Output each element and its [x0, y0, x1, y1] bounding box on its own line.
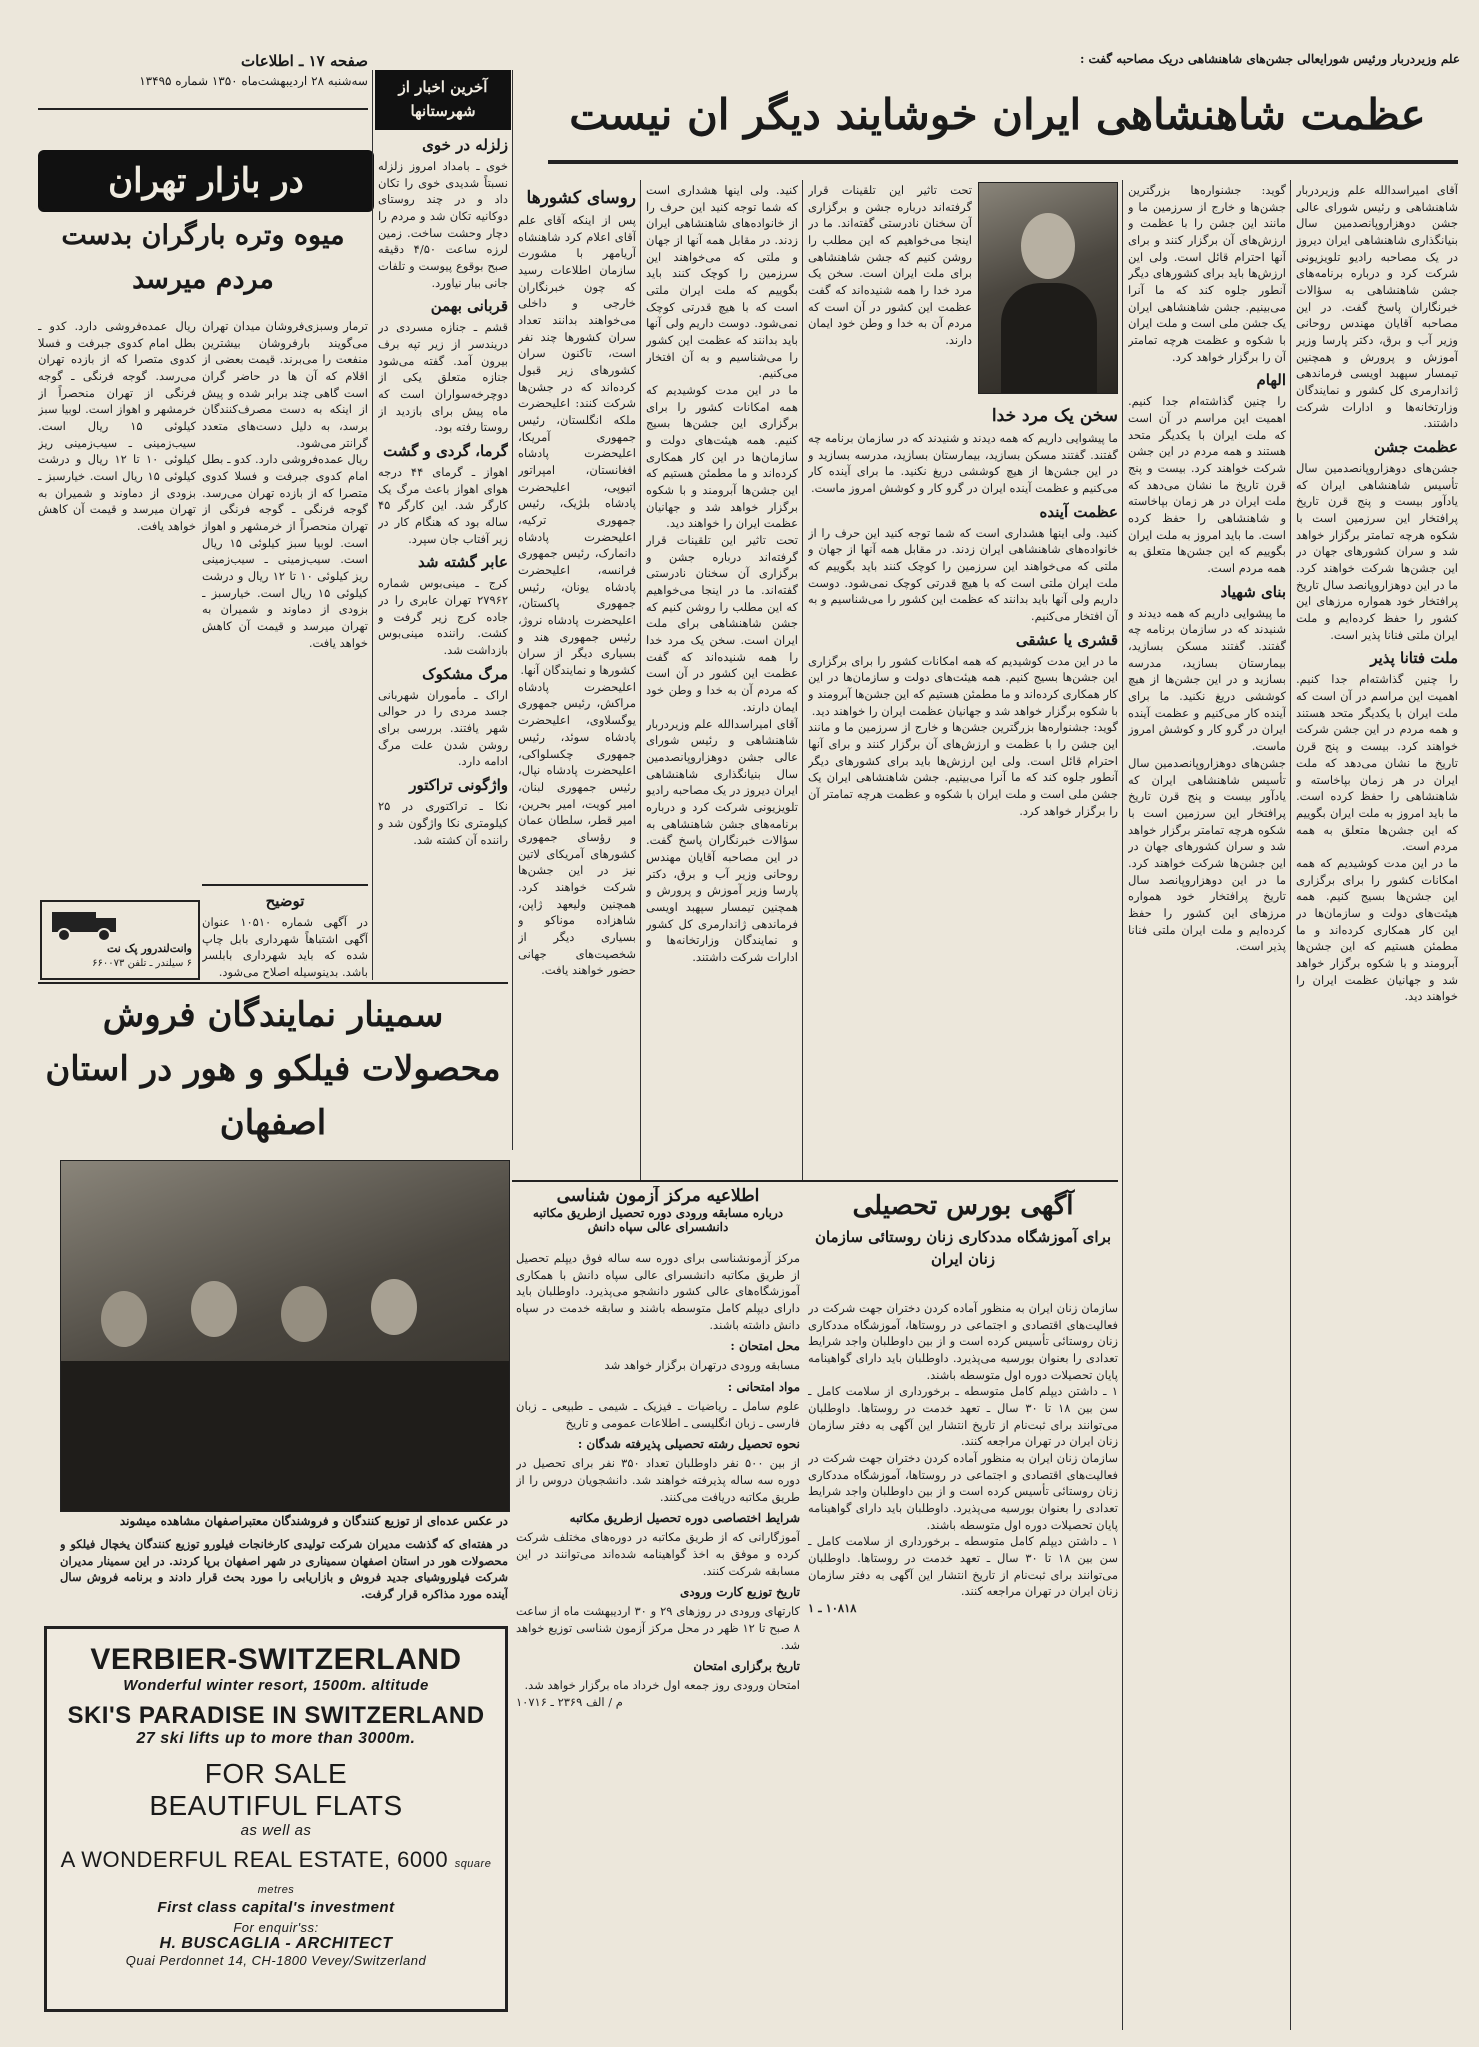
article-paragraph: تحت تاثیر این تلقینات قرار گرفته‌اند درباره جشن و برگزاری آن سخنان نادرستی گفته‌اند. ما در اینجا می‌خواهیم که این مطلب را روشن کنیم که جشن شاهنشاهی برای ملت ایران است. سخن یک مرد خدا را همه شنیده‌اند که گفت عظمت این کشور در آن است که مردم آن به خدا و وطن خود ایمان دارند.	[646, 533, 798, 714]
ad-line: Wonderful winter resort, 1500m. altitude	[123, 1677, 429, 1694]
bazaar-headline	[38, 214, 368, 314]
landrover-ad[interactable]	[40, 900, 200, 980]
bazaar-headline-text: میوه وتره بارگران بدست مردم میرسد	[61, 220, 345, 295]
article-paragraph: ما در این مدت کوشیدیم که همه امکانات کشور را برای برگزاری این جشن‌ها بسیج کنیم. همه هیئت‌های دولت و سازمان‌ها در این کار همکاری کرده‌اند و ما مطمئن هستیم که این جشن‌ها آبرومند و با شکوه برگزار خواهد شد و جهانیان عظمت ایران را خواهند دید.	[646, 383, 798, 531]
exam-paragraph: کارتهای ورودی در روزهای ۲۹ و ۳۰ اردیبهشت ماه از ساعت ۸ صبح تا ۱۲ ظهر در محل مرکز آزمون شناسی توزیع خواهد شد.	[516, 1604, 800, 1652]
exam-notice-title: اطلاعیه مرکز آزمون شناسی	[556, 1186, 760, 1206]
section-rule	[512, 1180, 1118, 1182]
article-subhead: قشری یا عشقی	[1015, 630, 1118, 649]
column-rule	[512, 70, 513, 1150]
ad-line	[47, 1847, 505, 1899]
photo-person	[191, 1281, 237, 1337]
main-article-col-2	[1128, 182, 1286, 2027]
scholarship-header	[808, 1186, 1118, 1296]
article-paragraph: آقای امیراسدالله علم وزیردربار شاهنشاهی و رئیس شورای عالی جشن دوهزاروپانصدمین سال بنیانگذاری شاهنشاهی ایران دیروز در یک مصاحبه رادیو تلویزیونی شرکت کرد و درباره برنامه‌های جشن شاهنشاهی به سؤالات خبرنگاران پاسخ گفت. در این مصاحبه آقایان مهندس روحانی وزیر آب و برق، دکتر پارسا وزیر آموزش و پرورش و همچنین تیمسار سپهبد اویسی فرماندهی ژاندارمری کل کشور و نمایندگان وزارتخانه‌ها و ادارات شرکت داشتند.	[1296, 183, 1458, 431]
article-paragraph: پس از اینکه آقای علم آقای اعلام کرد شاهنشاه آریامهر با مشورت سازمان اطلاعات رسید که چون خبرنگاران خارجی و داخلی می‌خواهند بدانند تعداد سران کشورها چند نفر است، تاکنون سران کشورهای زیر قبول کرده‌اند که در جشن‌ها شرکت کنند: اعلیحضرت ملکه انگلستان، رئیس جمهوری آمریکا، اعلیحضرت پادشاه افغانستان، امپراتور اتیوپی، اعلیحضرت پادشاه بلژیک، رئیس جمهوری ترکیه، اعلیحضرت پادشاه دانمارک، رئیس جمهوری فرانسه، اعلیحضرت پادشاه یونان، رئیس جمهوری پاکستان، اعلیحضرت پادشاه نروژ، رئیس جمهوری هند و بسیاری دیگر از سران کشورها و نمایندگان آنها.	[518, 213, 636, 678]
news-item-head: قربانی بهمن	[430, 297, 508, 316]
seminar-caption-text: در عکس عده‌ای از توزیع کنندگان و فروشندگان معتبراصفهان مشاهده میشوند	[119, 1514, 508, 1528]
photo-person	[371, 1279, 417, 1335]
main-article-col-1	[1296, 182, 1458, 2027]
article-paragraph: را چنین گذاشته‌ام جدا کنیم. اهمیت این مراسم در آن است که ملت ایران با یکدیگر متحد هستند و همه مردم در این جشن شرکت خواهند کرد. بیست و پنج قرن تاریخ ما نشان می‌دهد که ملت ایران در هر زمان بپاخاسته و شاهنشاهی را حفظ کرده است. ما باید امروز به ملت ایران بگوییم که این جشن‌ها متعلق به همه مردم است.	[1128, 394, 1286, 576]
ad-line: For enquir'ss:	[233, 1920, 319, 1935]
heads-of-state-subhead: روسای کشورها	[526, 188, 636, 208]
photo-person	[101, 1291, 147, 1347]
exam-paragraph: آموزگارانی که از طریق مکاتبه در دوره‌های مختلف شرکت کرده و موفق به اخذ گواهینامه شده‌اند می‌توانند در این مسابقه شرکت کنند.	[516, 1530, 800, 1578]
exam-notice-header	[516, 1186, 800, 1244]
ad-line: BEAUTIFUL FLATS	[149, 1790, 403, 1821]
exam-paragraph: مسابقه ورودی درتهران برگزار خواهد شد	[604, 1358, 800, 1373]
main-article-col-3	[808, 400, 1118, 1175]
seminar-headline	[38, 988, 508, 1158]
main-article-col-4	[646, 182, 798, 1172]
truck-icon	[50, 908, 120, 942]
exam-subhead: تاریخ توزیع کارت ورودی	[679, 1585, 800, 1600]
page-number: صفحه ۱۷ ـ اطلاعات	[241, 52, 368, 70]
photo-caption: سخن یک مرد خدا	[991, 406, 1118, 426]
article-paragraph: ما پیشوایی داریم که همه دیدند و شنیدند که در سازمان برنامه چه گفتند. گفتند مسکن بسازید، بیمارستان بسازید، مدرسه بسازید و در این جشن‌ها از هیچ کوششی دریغ نکنید. ما برای آینده کار می‌کنیم و عظمت آینده ایران در گرو کار و کوشش امروز ماست.	[808, 431, 1118, 496]
news-item-text: کرج ـ مینی‌بوس شماره ۲۷۹۶۲ تهران عابری را در جاده کرج زیر گرفت و کشت. راننده مینی‌بوس بازداشت شد.	[378, 576, 508, 658]
bazaar-paragraph: ریال عمده‌فروشی دارد. کدو ـ بطل امام کدوی جبرفت و فسلا کدوی متصرا که از بازده تهران می‌رسد. گوجه فرنگی ـ گوجه فرنگی از تهران منحصراً از خرمشهر و اهواز است. لوبیا سبز کیلوئی ۱۵ ریال است. سیب‌زمینی ـ سیب‌زمینی ریز کیلوئی ۱۰ تا ۱۲ ریال و درشت کیلوئی ۱۵ ریال است. خیارسبز ـ بزودی از دماوند و شمیران به تهران میرسد و قیمت آن کاهش خواهد یافت.	[202, 452, 368, 650]
ad-line: SKI'S PARADISE IN SWITZERLAND	[67, 1702, 485, 1729]
exam-subhead: تاریخ برگزاری امتحان	[693, 1659, 800, 1674]
news-item-head: زلزله در خوی	[422, 136, 508, 154]
article-paragraph: آقای امیراسدالله علم وزیردربار شاهنشاهی و رئیس شورای عالی جشن دوهزاروپانصدمین سال بنیانگذاری شاهنشاهی ایران دیروز در یک مصاحبه رادیو تلویزیونی شرکت کرد و درباره برنامه‌های جشن شاهنشاهی به سؤالات خبرنگاران پاسخ گفت. در این مصاحبه آقایان مهندس روحانی وزیر آب و برق، دکتر پارسا وزیر آموزش و پرورش و همچنین تیمسار سپهبد اویسی فرماندهی ژاندارمری کل کشور و نمایندگان وزارتخانه‌ها و ادارات شرکت داشتند.	[646, 716, 798, 964]
correction-notice	[202, 884, 368, 982]
article-paragraph: اعلیحضرت پادشاه مراکش، رئیس جمهوری یوگسلاوی، اعلیحضرت پادشاه سوئد، رئیس جمهوری چکسلواکی، اعلیحضرت پادشاه نپال، رئیس جمهوری لبنان، امیر کویت، امیر بحرین، امیر قطر، سلطان عمان و رؤسای جمهوری کشورهای آمریکای لاتین نیز در این جشن‌ها شرکت خواهند کرد. همچنین ولیعهد ژاپن، شاهزاده موناکو و بسیاری دیگر از شخصیت‌های جهانی حضور خواهند یافت.	[518, 679, 636, 978]
seminar-photo	[60, 1160, 510, 1512]
column-rule	[1290, 180, 1291, 2030]
provincial-news-column	[378, 130, 508, 980]
seminar-caption	[60, 1514, 508, 1536]
photo-table	[61, 1361, 509, 1511]
car-phone: ۶ سیلندر ـ تلفن ۶۶۰۰۷۳	[92, 958, 192, 969]
ad-line: as well as	[240, 1822, 312, 1839]
portrait-face	[1021, 213, 1075, 279]
column-rule	[802, 180, 803, 1180]
ad-line: A WONDERFUL REAL ESTATE, 6000	[60, 1847, 449, 1872]
provincial-news-box	[375, 70, 511, 130]
column-rule	[372, 70, 373, 980]
section-rule	[38, 982, 508, 984]
ad-line: FOR SALE	[204, 1758, 348, 1789]
seminar-headline-text: سمینار نمایندگان فروش محصولات فیلکو و هور در استان اصفهان	[45, 995, 501, 1143]
main-article-col-5	[518, 182, 636, 1172]
ad-line: 27 ski lifts up to more than 3000m.	[136, 1730, 416, 1747]
bazaar-col-2	[38, 318, 196, 878]
news-item-text: اراک ـ مأموران شهربانی جسد مردی را در حوالی شهر یافتند. بررسی برای روشن شدن علت مرگ ادامه دارد.	[378, 687, 508, 769]
page-header-info	[38, 52, 368, 106]
article-subhead: الهام	[1256, 371, 1286, 390]
header-rule	[38, 108, 368, 110]
correction-text: در آگهی شماره ۱۰۵۱۰ عنوان آگهی اشتباهاً شهرداری بابل چاپ شده که باید شهرداری بابلسر باشد. بدینوسیله اصلاح می‌شود.	[202, 915, 368, 980]
exam-subhead: مواد امتحانی :	[727, 1380, 800, 1395]
portrait-body	[1001, 283, 1097, 393]
bazaar-col-1	[202, 318, 368, 878]
bazaar-paragraph: ریال عمده‌فروشی دارد. کدو ـ بطل امام کدوی جبرفت و فسلا کدوی متصرا که از بازده تهران می‌رسد. گوجه فرنگی ـ گوجه فرنگی از تهران منحصراً از خرمشهر و اهواز است. لوبیا سبز کیلوئی ۱۵ ریال است. سیب‌زمینی ـ سیب‌زمینی ریز کیلوئی ۱۰ تا ۱۲ ریال و درشت کیلوئی ۱۵ ریال است. خیارسبز ـ بزودی از دماوند و شمیران به تهران میرسد و قیمت آن کاهش خواهد یافت.	[38, 319, 196, 534]
exam-paragraph: امتحان ورودی روز جمعه اول خرداد ماه برگزار خواهد شد.	[524, 1678, 800, 1693]
article-subhead: عظمت آینده	[1039, 502, 1118, 521]
exam-subhead: نحوه تحصیل رشته تحصیلی پذیرفته شدگان :	[577, 1437, 800, 1452]
top-kicker	[1000, 52, 1460, 72]
scholarship-subtitle: برای آموزشگاه مددکاری زنان روستائی سازمان زنان ایران	[814, 1228, 1112, 1268]
scholarship-paragraph: سازمان زنان ایران به منظور آماده کردن دختران جهت شرکت در فعالیت‌های اقتصادی و اجتماعی در روستاها، آموزشگاه مددکاری زنان روستائی تأسیس کرده است و از بین داوطلبان واجد شرایط تعدادی را بعنوان بورسیه می‌پذیرد. داوطلبان باید دارای گواهینامه پایان تحصیلات دوره اول متوسطه باشند.	[808, 1451, 1118, 1532]
ad-line: H. BUSCAGLIA - ARCHITECT	[159, 1935, 393, 1952]
news-item-text: نکا ـ تراکتوری در ۲۵ کیلومتری نکا واژگون شد و راننده آن کشته شد.	[378, 799, 508, 847]
ad-line: VERBIER-SWITZERLAND	[90, 1643, 462, 1676]
verbier-ad[interactable]	[44, 1626, 508, 2012]
exam-notice-subtitle: درباره مسابقه ورودی دوره تحصیل ازطریق مکاتبه دانشسرای عالی سپاه دانش	[532, 1206, 784, 1234]
news-item-head: واژگونی تراکتور	[409, 776, 508, 795]
article-paragraph: کنید. ولی اینها هشداری است که شما توجه کنید این حرف را از خانواده‌های شاهنشاهی ایران زدند. در مقابل همه آنها از جهان و ملتی که می‌خواهند این سرزمین را کوچک کنند باید بگوییم که ملت ایران ملتی است که با هیچ قدرتی کوچک نمی‌شود. دوست داریم ولی آنها باید بدانند که عظمت این کشور را می‌شناسیم و به آن افتخار می‌کنیم.	[808, 525, 1118, 624]
news-item-head: گرما، گردی و گشت	[383, 442, 508, 461]
kicker-text: علم وزیردربار ورئیس شورایعالی جشن‌های شاهنشاهی دریک مصاحبه گفت :	[1079, 52, 1460, 66]
issue-date: سه‌شنبه ۲۸ اردیبهشت‌ماه ۱۳۵۰ شماره ۱۳۴۹۵	[139, 74, 368, 88]
car-label: وانت‌لندرور پک ‌نت	[106, 942, 192, 955]
news-item-text: خوی ـ بامداد امروز زلزله نسبتاً شدیدی خوی را تکان داد و در چند روستای دوکانیه تکان شد و مردم را دچار وحشت ساخت. زمین لرزه ساعت ۴/۵۰ دقیقه صبح بوقوع پیوست و تلفات جانی ببار نیاورد.	[378, 159, 508, 290]
article-paragraph: جشن‌های دوهزاروپانصدمین سال تأسیس شاهنشاهی ایران که یادآور بیست و پنج قرن تاریخ پرافتخار این سرزمین است با شکوه هرچه تمامتر برگزار خواهد شد و سران کشورهای جهان در این جشن‌ها شرکت خواهند کرد. ما در این دوهزاروپانصد سال تاریخ پرافتخار خود همواره مرزهای این کشور را حفظ کرده‌ایم و ملت ایران ملتی فنانا پذیر است.	[1128, 755, 1286, 954]
provincial-news-title: آخرین اخبار از شهرستانها	[398, 78, 488, 120]
article-paragraph: را چنین گذاشته‌ام جدا کنیم. اهمیت این مراسم در آن است که ملت ایران با یکدیگر متحد هستند و همه مردم در این جشن شرکت خواهند کرد. بیست و پنج قرن تاریخ ما نشان می‌دهد که ملت ایران در هر زمان بپاخاسته و شاهنشاهی را حفظ کرده است. ما باید امروز به ملت ایران بگوییم که این جشن‌ها متعلق به همه مردم است.	[1296, 672, 1458, 854]
bazaar-paragraph: ترمار وسبزی‌فروشان میدان تهران می‌گویند بارفروشان بیشترین منفعت را می‌برند. قیمت بعضی از اقلام که آن ‌ها در حاضر گران است گاهی چند برابر شده و پیش از اینکه به دست مصرف‌کنندگان برسد، به دلیل دست‌های متعدد گرانتر می‌شود.	[202, 319, 368, 450]
article-subhead: بنای شهیاد	[1220, 582, 1286, 601]
news-item-text: اهواز ـ گرمای ۴۴ درجه هوای اهواز باعث مرگ یک کارگر شد. این کارگر ۴۵ ساله بود که هنگام کار در زیر آفتاب جان سپرد.	[378, 465, 508, 546]
article-subhead: ملت فتانا پذیر	[1370, 649, 1458, 668]
exam-paragraph: علوم سامل ـ ریاضیات ـ فیزیک ـ شیمی ـ طبیعی ـ زبان فارسی ـ زبان انگلیسی ـ اطلاعات عمومی و تاریخ	[516, 1399, 800, 1430]
news-item-head: عابر گشته شد	[418, 553, 508, 572]
scholarship-paragraph: سازمان زنان ایران به منظور آماده کردن دختران جهت شرکت در فعالیت‌های اقتصادی و اجتماعی در روستاها، آموزشگاه مددکاری زنان روستائی تأسیس کرده است و از بین داوطلبان واجد شرایط تعدادی را بعنوان بورسیه می‌پذیرد. داوطلبان باید دارای گواهینامه پایان تحصیلات دوره اول متوسطه باشند.	[808, 1301, 1118, 1382]
article-paragraph: جشن‌های دوهزاروپانصدمین سال تأسیس شاهنشاهی ایران که یادآور بیست و پنج قرن تاریخ پرافتخار این سرزمین است با شکوه هرچه تمامتر برگزار خواهد شد و سران کشورهای جهان در این جشن‌ها شرکت خواهند کرد. ما در این دوهزاروپانصد سال تاریخ پرافتخار خود همواره مرزهای این کشور را حفظ کرده‌ایم و ملت ایران ملتی فنانا پذیر است.	[1296, 461, 1458, 642]
scholarship-code: ۱۰۸۱۸ ـ ۱	[808, 1601, 857, 1616]
main-headline	[540, 82, 1455, 152]
article-paragraph: کنید. ولی اینها هشداری است که شما توجه کنید این حرف را از خانواده‌های شاهنشاهی ایران زدند. در مقابل همه آنها از جهان و ملتی که می‌خواهند این سرزمین را کوچک کنند باید بگوییم که ملت ایران ملتی است که با هیچ قدرتی کوچک نمی‌شود. دوست داریم ولی آنها باید بدانند که عظمت این کشور را می‌شناسیم و به آن افتخار می‌کنیم.	[646, 183, 798, 381]
exam-notice-body	[516, 1250, 800, 2030]
ad-line: First class capital's investment	[157, 1899, 395, 1916]
exam-paragraph: مرکز آزمونشناسی برای دوره سه ساله فوق دیپلم تحصیل از طریق مکاتبه دانشسرای عالی سپاه دانش با همکاری آموزشگاه‌های عالی کشور دانشجو می‌پذیرد. داوطلبان باید دارای دیپلم کامل متوسطه باشند و سابقه خدمت در سپاه دانش داشته باشند.	[516, 1251, 800, 1332]
scholarship-body	[808, 1300, 1118, 2030]
article-paragraph: ما در این مدت کوشیدیم که همه امکانات کشور را برای برگزاری این جشن‌ها بسیج کنیم. همه هیئت‌های دولت و سازمان‌ها در این کار همکاری کرده‌اند و ما مطمئن هستیم که این جشن‌ها آبرومند و با شکوه برگزار خواهد شد و جهانیان عظمت ایران را خواهند دید.	[808, 653, 1118, 718]
main-headline-text: عظمت شاهنشاهی ایران خوشایند دیگر ان نیست	[569, 90, 1426, 139]
exam-paragraph: از بین ۵۰۰ نفر داوطلبان تعداد ۳۵۰ نفر برای تحصیل در دوره سه ساله پذیرفته خواهند شد. دانشجویان دروس را از طریق مکاتبه دریافت می‌کنند.	[516, 1456, 800, 1504]
headline-rule	[548, 160, 1458, 164]
article-paragraph: گوید: جشنواره‌ها بزرگترین جشن‌ها و خارج از سرزمین ما و مانند این جشن را با عظمت و ارزش‌های آن برگزار کنند و برای آنها احترام قائل است. ولی این ارزش‌ها باید برای کشورهای دیگر آنطور جلوه کند که ما آنرا می‌بینیم. جشن شاهنشاهی ایران یک جشن ملی است و ملت ایران با شکوه و عظمت هرچه تمامتر آن را برگزار خواهد کرد.	[1128, 183, 1286, 364]
exam-subhead: محل امتحان :	[730, 1339, 800, 1354]
correction-title: توضیح	[265, 892, 305, 910]
main-article-col-3a	[808, 182, 972, 392]
scholarship-paragraph: ۱ ـ داشتن دیپلم کامل متوسطه ـ برخورداری از سلامت کامل ـ سن بین ۱۸ تا ۳۰ سال ـ تعهد خدمت در روستاها. داوطلبان می‌توانند برای ثبت‌نام از تاریخ انتشار این آگهی به دفتر سازمان زنان ایران در تهران مراجعه کنند.	[808, 1384, 1118, 1449]
seminar-paragraph: در هفته‌ای که گذشت مدیران شرکت تولیدی کارخانجات فیلورو توزیع کنندگان یخچال فیلکو و محصولات هور در استان اصفهان سمیناری در شهر اصفهان برپا کردند. در این سمینار مدیران شرکت فیلوروشیای جدید فروش و بازاریابی را مورد بحث قرار دادند و برنامه فروش سال آینده مورد مذاکره قرار گرفت.	[60, 1537, 508, 1602]
column-rule	[1122, 180, 1123, 2030]
bazaar-banner-text: در بازار تهران	[108, 161, 304, 201]
ad-line: Quai Perdonnet 14, CH-1800 Vevey/Switzerland	[125, 1953, 427, 1968]
column-rule	[640, 180, 641, 1180]
article-subhead: عظمت جشن	[1374, 438, 1458, 457]
ad-line: square metres	[257, 1858, 492, 1896]
article-paragraph: تحت تاثیر این تلقینات قرار گرفته‌اند درباره جشن و برگزاری آن سخنان نادرستی گفته‌اند. ما در اینجا می‌خواهیم که این مطلب را روشن کنیم که جشن شاهنشاهی برای ملت ایران است. سخن یک مرد خدا را همه شنیده‌اند که گفت عظمت این کشور در آن است که مردم آن به خدا و وطن خود ایمان دارند.	[808, 183, 972, 348]
photo-person	[281, 1286, 327, 1342]
scholarship-paragraph: ۱ ـ داشتن دیپلم کامل متوسطه ـ برخورداری از سلامت کامل ـ سن بین ۱۸ تا ۳۰ سال ـ تعهد خدمت در روستاها. داوطلبان می‌توانند برای ثبت‌نام از تاریخ انتشار این آگهی به دفتر سازمان زنان ایران در تهران مراجعه کنند.	[808, 1534, 1118, 1599]
seminar-body	[60, 1536, 508, 1612]
exam-code: م / الف ۲۳۶۹ ـ ۱۰۷۱۶	[516, 1695, 623, 1710]
scholarship-title: آگهی بورس تحصیلی	[852, 1191, 1074, 1221]
article-paragraph: گوید: جشنواره‌ها بزرگترین جشن‌ها و خارج از سرزمین ما و مانند این جشن را با عظمت و ارزش‌های آن برگزار کنند و برای آنها احترام قائل است. ولی این ارزش‌ها باید برای کشورهای دیگر آنطور جلوه کند که ما آنرا می‌بینیم. جشن شاهنشاهی ایران یک جشن ملی است و ملت ایران با شکوه و عظمت هرچه تمامتر آن را برگزار خواهد کرد.	[808, 720, 1118, 818]
article-paragraph: ما در این مدت کوشیدیم که همه امکانات کشور را برای برگزاری این جشن‌ها بسیج کنیم. همه هیئت‌های دولت و سازمان‌ها در این کار همکاری کرده‌اند و ما مطمئن هستیم که این جشن‌ها آبرومند و با شکوه برگزار خواهد شد و جهانیان عظمت ایران را خواهند دید.	[1296, 855, 1458, 1004]
exam-subhead: شرایط اختصاصی دوره تحصیل ازطریق مکاتبه	[569, 1511, 800, 1526]
news-item-head: مرگ مشکوک	[422, 664, 508, 683]
speaker-photo	[978, 182, 1118, 394]
article-paragraph: ما پیشوایی داریم که همه دیدند و شنیدند که در سازمان برنامه چه گفتند. گفتند مسکن بسازید، بیمارستان بسازید، مدرسه بسازید و در این جشن‌ها از هیچ کوششی دریغ نکنید. ما برای آینده کار می‌کنیم و عظمت آینده ایران در گرو کار و کوشش امروز ماست.	[1128, 605, 1286, 754]
news-item-text: قشم ـ جنازه مسردی در دریندسر از زیر تپه برف بیرون آمد. گفته می‌شود جنازه متعلق یکی از دوچرخه‌سواران است که ماه پیش برای بازدید از روستا رفته بود.	[378, 320, 508, 435]
bazaar-banner	[38, 150, 374, 212]
